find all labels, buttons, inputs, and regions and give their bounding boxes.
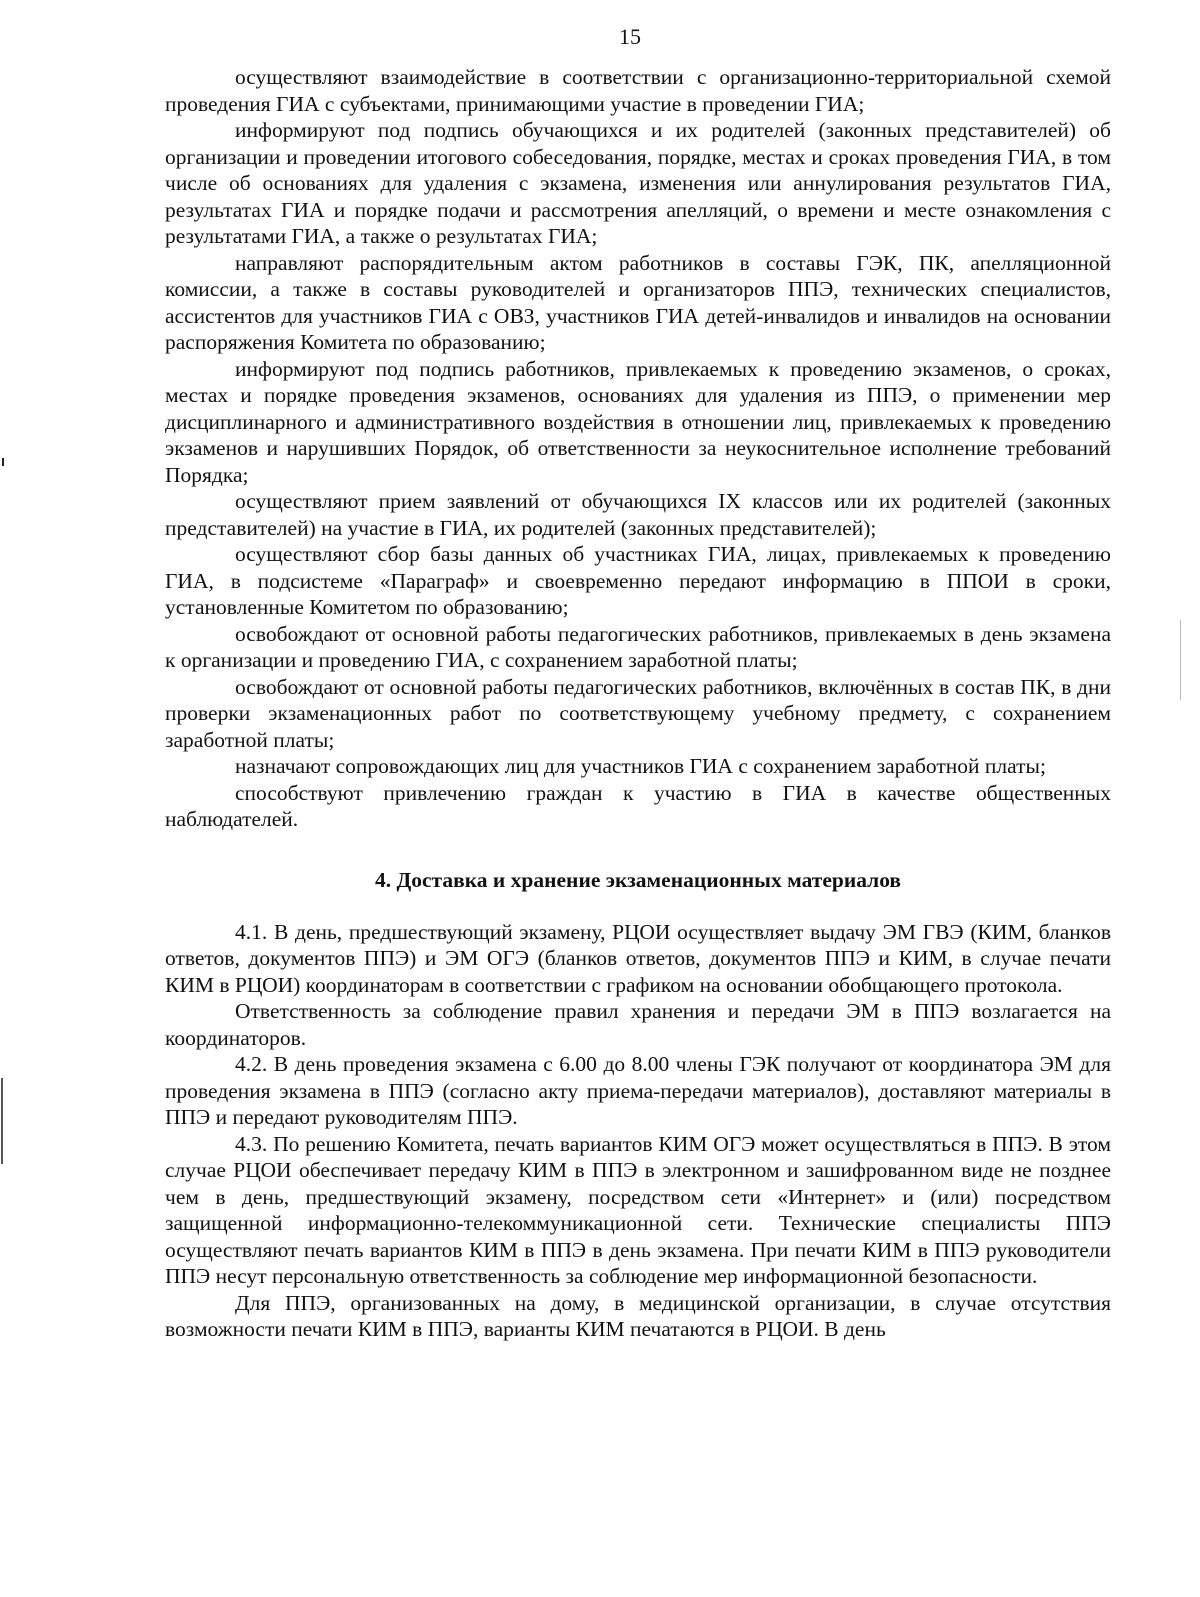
section-paragraph: 4.2. В день проведения экзамена с 6.00 до 8.00 члены ГЭК получают от координатора ЭМ для проведения экзамена в ППЭ (согласно акту приема-передачи материалов), доставляют материалы в ППЭ и передают руководителям ППЭ. [165, 1052, 1111, 1129]
section-paragraph: Ответственность за соблюдение правил хранения и передачи ЭМ в ППЭ возлагается на координаторов. [165, 999, 1111, 1050]
list-item: осуществляют прием заявлений от обучающихся IX классов или их родителей (законных представителей) на участие в ГИА, их родителей (законных представителей); [165, 489, 1111, 540]
scan-artifact [1180, 620, 1181, 700]
section-paragraph: 4.1. В день, предшествующий экзамену, РЦОИ осуществляет выдачу ЭМ ГВЭ (КИМ, бланков ответов, документов ППЭ) и ЭМ ОГЭ (бланков ответов, документов ППЭ и КИМ, в случае печати КИМ в РЦОИ) координаторам в соответствии с графиком на основании обобщающего протокола. [165, 919, 1111, 997]
list-item: освобождают от основной работы педагогических работников, привлекаемых в день экзамена к организации и проведению ГИА, с сохранением заработной платы; [165, 621, 1111, 672]
section-paragraph: Для ППЭ, организованных на дому, в медицинской организации, в случае отсутствия возможности печати КИМ в ППЭ, варианты КИМ печатаются в РЦОИ. В день [165, 1290, 1111, 1341]
list-item: осуществляют взаимодействие в соответствии с организационно-территориальной схемой проведения ГИА с субъектами, принимающими участие в проведении ГИА; [165, 65, 1111, 116]
list-item: осуществляют сбор базы данных об участниках ГИА, лицах, привлекаемых к проведению ГИА, в подсистеме «Параграф» и своевременно передают информацию в ППОИ в сроки, установленные Комитетом по образованию; [165, 542, 1111, 619]
list-item: освобождают от основной работы педагогических работников, включённых в состав ПК, в дни проверки экзаменационных работ по соответствующему учебному предмету, с сохранением заработной платы; [165, 674, 1111, 752]
section-heading: 4. Доставка и хранение экзаменационных материалов [374, 867, 902, 892]
list-item: информируют под подпись работников, привлекаемых к проведению экзаменов, о сроках, местах и порядке проведения экзаменов, основаниях для удаления из ППЭ, о применении мер дисциплинарного и административного воздействия в отношении лиц, привлекаемых к проведению экзаменов и нарушивших Порядок, об ответственности за неукоснительное исполнение требований Порядка; [165, 356, 1111, 487]
list-item: назначают сопровождающих лиц для участников ГИА с сохранением заработной платы; [235, 754, 1046, 778]
section-paragraph: 4.3. По решению Комитета, печать вариантов КИМ ОГЭ может осуществляться в ППЭ. В этом случае РЦОИ обеспечивает передачу КИМ в ППЭ в электронном и зашифрованном виде не позднее чем в день, предшествующий экзамену, посредством сети «Интернет» и (или) посредством защищенной информационно-телекоммуникационной сети. Технические специалисты ППЭ осуществляют печать вариантов КИМ в ППЭ в день экзамена. При печати КИМ в ППЭ руководители ППЭ несут персональную ответственность за соблюдение мер информационной безопасности. [165, 1131, 1111, 1288]
page-number: 15 [619, 24, 641, 49]
document-body [165, 64, 1111, 1343]
scan-artifact [2, 458, 4, 466]
list-item: способствуют привлечению граждан к участию в ГИА в качестве общественных наблюдателей. [165, 780, 1111, 831]
scan-artifact [1, 1078, 3, 1164]
list-item: направляют распорядительным актом работников в составы ГЭК, ПК, апелляционной комиссии, а также в составы руководителей и организаторов ППЭ, технических специалистов, ассистентов для участников ГИА с ОВЗ, участников ГИА детей-инвалидов и инвалидов на основании распоряжения Комитета по образованию; [165, 250, 1111, 354]
list-item: информируют под подпись обучающихся и их родителей (законных представителей) об организации и проведении итогового собеседования, порядке, местах и сроках проведения ГИА, в том числе об основаниях для удаления с экзамена, изменения или аннулирования результатов ГИА, результатах ГИА и порядке подачи и рассмотрения апелляций, о времени и месте ознакомления с результатами ГИА, а также о результатах ГИА; [165, 118, 1111, 248]
